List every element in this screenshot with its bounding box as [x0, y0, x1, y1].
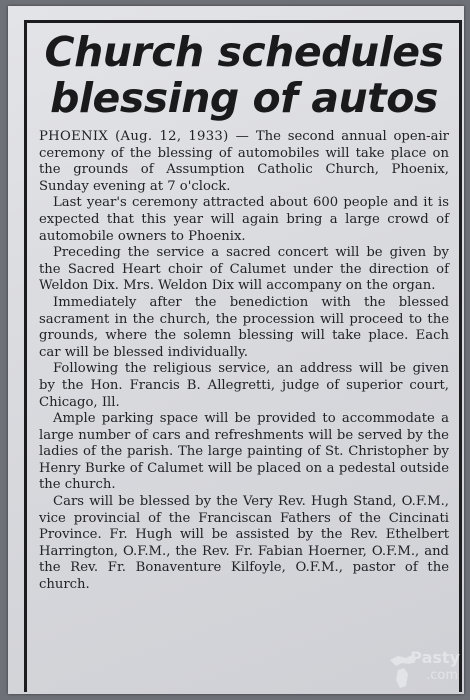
watermark-name: Pasty [410, 648, 460, 667]
pasty-watermark-logo [388, 648, 460, 692]
dateline: PHOENIX (Aug. 12, 1933) — [39, 129, 250, 144]
paragraph-1 [39, 129, 449, 195]
paragraph-2: Last year's ceremony attracted about 600 people and it is expected that this year will again bring a large crowd of automobile owners to Phoenix. [39, 195, 449, 244]
headline [39, 29, 449, 121]
newspaper-clipping [8, 6, 464, 694]
paragraph-4: Immediately after the benediction with the blessed sacrament in the church, the procession will proceed to the grounds, where the solemn blessing will take place. Each car will be blessed individually. [39, 294, 449, 360]
headline-line-1: Church schedules [44, 28, 444, 76]
paragraph-6: Ample parking space will be provided to accommodate a large number of cars and refreshments will be served by the ladies of the parish. The large painting of St. Christopher by Henry Burke of Calumet will be placed on a pedestal outside the church. [39, 411, 449, 493]
paragraph-1-text: The second annual open-air ceremony of the blessing of automobiles will take place on the grounds of Assumption Catholic Church, Phoenix, Sunday evening at 7 o'clock. [39, 129, 449, 194]
paragraph-3: Preceding the service a sacred concert will be given by the Sacred Heart choir of Calumet under the direction of Weldon Dix. Mrs. Weldon Dix will accompany on the organ. [39, 245, 449, 294]
paragraph-5: Following the religious service, an address will be given by the Hon. Francis B. Allegretti, judge of superior court, Chicago, Ill. [39, 361, 449, 410]
paragraph-7: Cars will be blessed by the Very Rev. Hugh Stand, O.F.M., vice provincial of the Franciscan Fathers of the Cincinati Province. Fr. Hugh will be assisted by the Rev. Ethelbert Harrington, O.F.M., the Rev. Fr. Fabian Hoerner, O.F.M., and the Rev. Fr. Bonaventure Kilfoyle, O.F.M., pastor of the church. [39, 494, 449, 593]
headline-line-2: blessing of autos [50, 74, 438, 122]
watermark-suffix: .com [426, 668, 458, 683]
article-body [39, 129, 449, 594]
article-frame [24, 20, 462, 692]
